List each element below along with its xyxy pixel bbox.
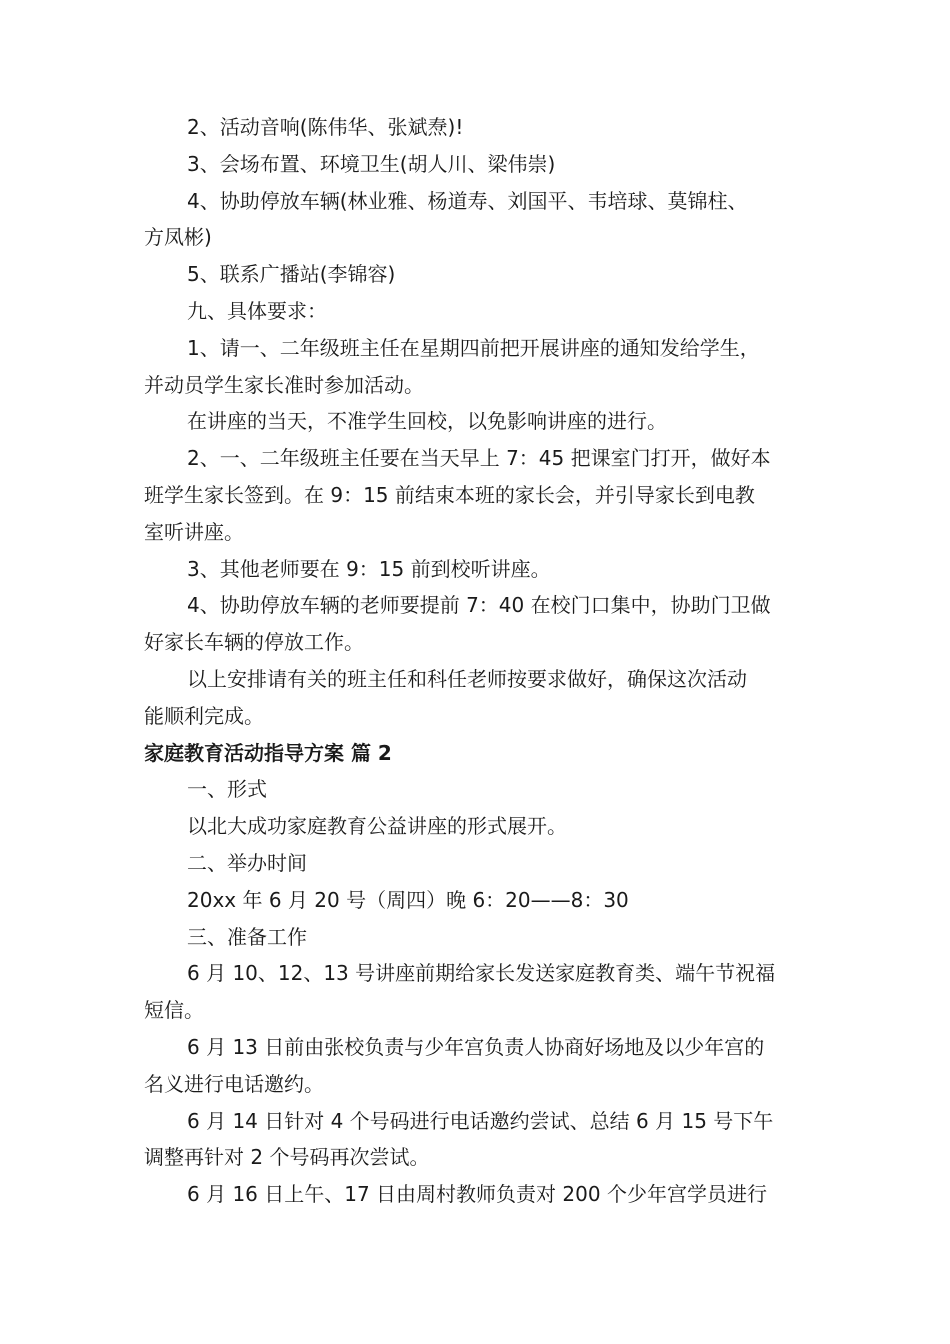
paragraph-line: 以上安排请有关的班主任和科任老师按要求做好，确保这次活动 (187, 666, 747, 691)
paragraph-line: 3、其他老师要在 9：15 前到校听讲座。 (187, 556, 551, 581)
paragraph-line: 室听讲座。 (144, 519, 244, 544)
paragraph-line: 6 月 14 日针对 4 个号码进行电话邀约尝试、总结 6 月 15 号下午 (187, 1108, 774, 1133)
paragraph-line: 2、一、二年级班主任要在当天早上 7：45 把课室门打开，做好本 (187, 446, 771, 471)
paragraph-line: 一、形式 (187, 777, 267, 802)
paragraph-line: 6 月 13 日前由张校负责与少年宫负责人协商好场地及以少年宫的 (187, 1034, 765, 1059)
paragraph-line: 2、活动音响(陈伟华、张斌焘)! (187, 115, 464, 139)
paragraph-line: 20xx 年 6 月 20 号（周四）晚 6：20——8：30 (187, 887, 629, 912)
paragraph-line: 调整再针对 2 个号码再次尝试。 (144, 1145, 430, 1170)
paragraph-line: 4、协助停放车辆(林业雅、杨道寿、刘国平、韦培球、莫锦柱、 (187, 188, 748, 213)
paragraph-line: 能顺利完成。 (144, 703, 264, 728)
section-part-2 (144, 771, 812, 1213)
paragraph-line: 1、请一、二年级班主任在星期四前把开展讲座的通知发给学生， (187, 335, 760, 360)
paragraph-line: 短信。 (144, 998, 204, 1023)
paragraph-line: 4、协助停放车辆的老师要提前 7：40 在校门口集中，协助门卫做 (187, 593, 771, 618)
paragraph-line: 二、举办时间 (187, 850, 307, 875)
section-part-1 (144, 109, 812, 735)
paragraph-line: 三、准备工作 (187, 924, 307, 949)
paragraph-line: 九、具体要求： (187, 298, 327, 323)
paragraph-line: 班学生家长签到。在 9：15 前结束本班的家长会，并引导家长到电教 (144, 482, 755, 507)
paragraph-line: 3、会场布置、环境卫生(胡人川、梁伟崇) (187, 151, 556, 176)
paragraph-line: 好家长车辆的停放工作。 (144, 630, 364, 655)
paragraph-line: 6 月 16 日上午、17 日由周村教师负责对 200 个少年宫学员进行 (187, 1182, 767, 1207)
paragraph-line: 方凤彬) (144, 225, 212, 250)
paragraph-line: 以北大成功家庭教育公益讲座的形式展开。 (187, 814, 567, 839)
paragraph-line: 名义进行电话邀约。 (144, 1071, 324, 1096)
paragraph-line: 在讲座的当天，不准学生回校，以免影响讲座的进行。 (187, 409, 667, 434)
paragraph-line: 6 月 10、12、13 号讲座前期给家长发送家庭教育类、端午节祝福 (187, 961, 776, 986)
paragraph-line: 5、联系广播站(李锦容) (187, 262, 396, 287)
paragraph-line: 并动员学生家长准时参加活动。 (144, 372, 424, 397)
document-body (144, 109, 812, 1213)
section-heading: 家庭教育活动指导方案 篇 2 (144, 740, 392, 765)
